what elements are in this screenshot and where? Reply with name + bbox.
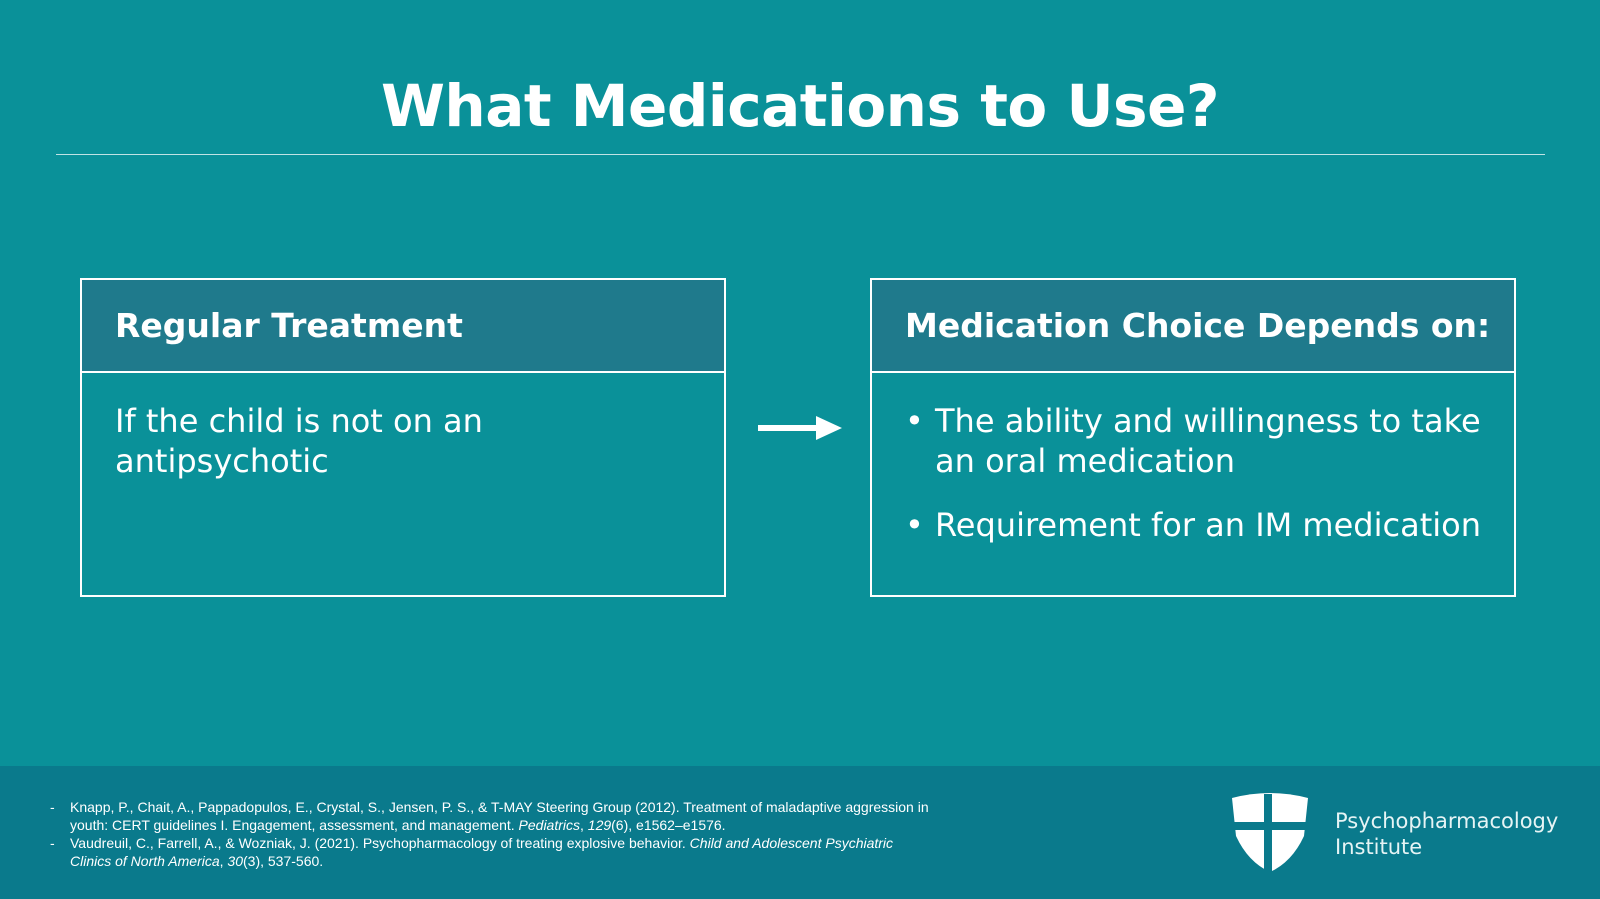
title-divider [56, 154, 1545, 155]
list-item: • Requirement for an IM medication [905, 506, 1481, 544]
reference-item: - Vaudreuil, C., Farrell, A., & Wozniak, J. (2021). Psychopharmacology of treating explosive behavior. Child and Adolescent Psychiatric Clinics of North America, 30(3), 537-560. [50, 835, 894, 869]
reference-item: - Knapp, P., Chait, A., Pappadopulos, E., Crystal, S., Jensen, P. S., & T-MAY Steering Group (2012). Treatment of maladaptive aggression in youth: CERT guidelines I. Engagement, assessment, and management. Pediatrics, 129(6), e1562–e1576. [50, 799, 929, 833]
logo-line-1: Psychopharmacology [1335, 809, 1559, 833]
regular-treatment-body: If the child is not on an antipsychotic [115, 402, 483, 480]
medication-choice-list [905, 401, 1481, 545]
regular-treatment-box [80, 278, 726, 597]
references-list [50, 798, 930, 870]
medication-choice-box [870, 278, 1516, 597]
right-arrow-icon [758, 414, 842, 442]
shield-logo-icon [1228, 792, 1312, 872]
bullet-icon: • [905, 402, 924, 440]
medication-choice-header: Medication Choice Depends on: [872, 280, 1514, 373]
logo-line-2: Institute [1335, 835, 1423, 859]
list-item: • The ability and willingness to take an oral medication [905, 402, 1481, 480]
logo-wordmark [1335, 808, 1558, 860]
footer-bar [0, 766, 1600, 899]
bullet-icon: • [905, 506, 924, 544]
slide-title: What Medications to Use? [380, 72, 1220, 140]
regular-treatment-header: Regular Treatment [82, 280, 724, 373]
medication-choice-body [872, 373, 1514, 545]
